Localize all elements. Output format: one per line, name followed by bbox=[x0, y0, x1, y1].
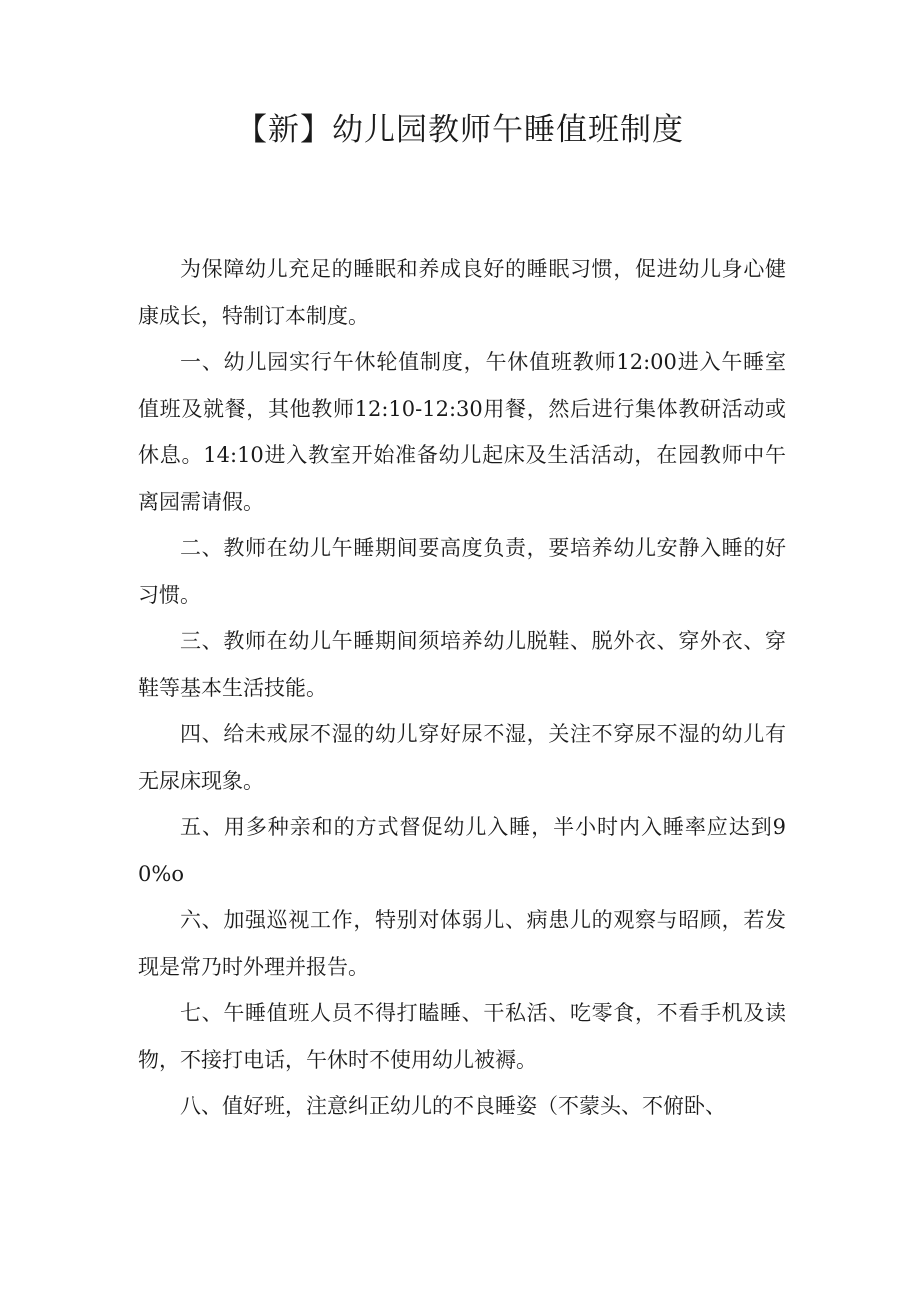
document-title: 【新】幼儿园教师午睡值班制度 bbox=[236, 112, 684, 148]
document-body bbox=[138, 246, 786, 1130]
paragraph-8: 八、值好班，注意纠正幼儿的不良睡姿（不蒙头、不俯卧、 bbox=[180, 1094, 726, 1118]
paragraph-2: 二、教师在幼儿午睡期间要高度负责，要培养幼儿安静入睡的好习惯。 bbox=[138, 536, 786, 607]
paragraph-1: 一、幼儿园实行午休轮值制度，午休值班教师12:00进入午睡室值班及就餐，其他教师12:10-12:30用餐，然后进行集体教研活动或休息。14:10进入教室开始准备幼儿起床及生活活动，在园教师中午离园需请假。 bbox=[138, 350, 786, 514]
paragraph-5: 五、用多种亲和的方式督促幼儿入睡，半小时内入睡率应达到90%o bbox=[138, 815, 786, 886]
paragraph-3: 三、教师在幼儿午睡期间须培养幼儿脱鞋、脱外衣、穿外衣、穿鞋等基本生活技能。 bbox=[138, 629, 786, 700]
paragraph-4: 四、给未戒尿不湿的幼儿穿好尿不湿，关注不穿尿不湿的幼儿有无尿床现象。 bbox=[138, 722, 786, 793]
paragraph-6: 六、加强巡视工作，特别对体弱儿、病患儿的观察与昭顾，若发现是常乃时外理并报告。 bbox=[138, 908, 786, 979]
paragraph-intro: 为保障幼儿充足的睡眠和养成良好的睡眠习惯，促进幼儿身心健康成长，特制订本制度。 bbox=[138, 257, 786, 328]
paragraph-7: 七、午睡值班人员不得打瞌睡、干私活、吃零食，不看手机及读物，不接打电话，午休时不使用幼儿被褥。 bbox=[138, 1001, 786, 1072]
